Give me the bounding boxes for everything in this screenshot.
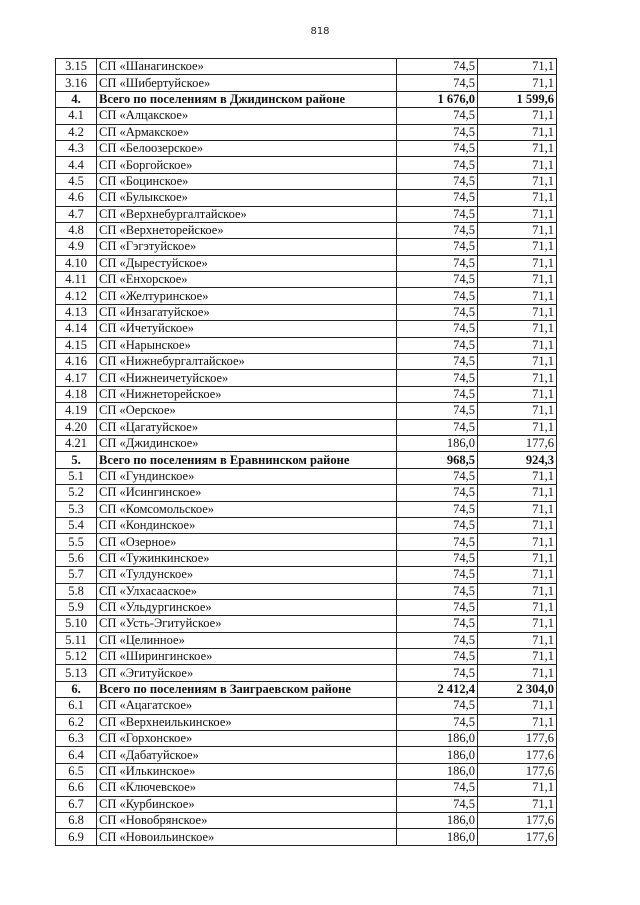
value-2-cell: 71,1	[478, 485, 557, 501]
settlement-name-cell: СП «Комсомольское»	[97, 501, 397, 517]
value-1-cell: 74,5	[397, 419, 478, 435]
value-2-cell: 71,1	[478, 714, 557, 730]
table-row-total	[56, 452, 557, 468]
value-2-cell: 71,1	[478, 517, 557, 533]
table-row	[56, 829, 557, 845]
settlement-name-cell: СП «Оерское»	[97, 403, 397, 419]
row-number-cell: 4.12	[56, 288, 97, 304]
table-row	[56, 222, 557, 238]
table-row	[56, 714, 557, 730]
value-2-cell: 71,1	[478, 304, 557, 320]
table-row	[56, 59, 557, 75]
row-number-cell: 5.12	[56, 649, 97, 665]
row-number-cell: 5.10	[56, 616, 97, 632]
settlement-name-cell: СП «Нарынское»	[97, 337, 397, 353]
table-row	[56, 419, 557, 435]
value-1-cell: 186,0	[397, 747, 478, 763]
value-1-cell: 74,5	[397, 649, 478, 665]
settlement-name-cell: СП «Алцакское»	[97, 108, 397, 124]
row-number-cell: 5.8	[56, 583, 97, 599]
settlement-name-cell: СП «Нижнебургалтайское»	[97, 354, 397, 370]
row-number-cell: 5.11	[56, 632, 97, 648]
table-row	[56, 321, 557, 337]
row-number-cell: 4.1	[56, 108, 97, 124]
value-2-cell: 71,1	[478, 616, 557, 632]
settlement-name-cell: Всего по поселениям в Заиграевском районе	[97, 681, 397, 697]
value-1-cell: 74,5	[397, 255, 478, 271]
value-2-cell: 71,1	[478, 255, 557, 271]
value-1-cell: 74,5	[397, 321, 478, 337]
settlement-name-cell: СП «Ширингинское»	[97, 649, 397, 665]
table-row	[56, 206, 557, 222]
value-2-cell: 71,1	[478, 780, 557, 796]
value-2-cell: 71,1	[478, 632, 557, 648]
row-number-cell: 4.3	[56, 140, 97, 156]
table-row	[56, 763, 557, 779]
value-1-cell: 1 676,0	[397, 91, 478, 107]
value-2-cell: 177,6	[478, 763, 557, 779]
row-number-cell: 5.7	[56, 567, 97, 583]
value-2-cell: 71,1	[478, 140, 557, 156]
row-number-cell: 4.5	[56, 173, 97, 189]
value-1-cell: 74,5	[397, 190, 478, 206]
table-row	[56, 731, 557, 747]
row-number-cell: 4.17	[56, 370, 97, 386]
settlement-name-cell: СП «Новобрянское»	[97, 812, 397, 828]
value-1-cell: 74,5	[397, 796, 478, 812]
table-row	[56, 304, 557, 320]
row-number-cell: 4.10	[56, 255, 97, 271]
row-number-cell: 4.20	[56, 419, 97, 435]
row-number-cell: 4.9	[56, 239, 97, 255]
value-2-cell: 71,1	[478, 567, 557, 583]
row-number-cell: 5.	[56, 452, 97, 468]
settlement-name-cell: СП «Джидинское»	[97, 435, 397, 451]
row-number-cell: 4.16	[56, 354, 97, 370]
value-1-cell: 74,5	[397, 272, 478, 288]
settlement-name-cell: СП «Тужинкинское»	[97, 550, 397, 566]
row-number-cell: 6.4	[56, 747, 97, 763]
value-1-cell: 74,5	[397, 222, 478, 238]
value-2-cell: 177,6	[478, 829, 557, 845]
settlement-name-cell: СП «Эгитуйское»	[97, 665, 397, 681]
table-row	[56, 747, 557, 763]
value-1-cell: 968,5	[397, 452, 478, 468]
row-number-cell: 4.19	[56, 403, 97, 419]
settlement-name-cell: СП «Ацагатское»	[97, 698, 397, 714]
settlement-name-cell: СП «Булыкское»	[97, 190, 397, 206]
value-2-cell: 71,1	[478, 157, 557, 173]
table-row	[56, 370, 557, 386]
table-row	[56, 812, 557, 828]
table-row	[56, 501, 557, 517]
value-2-cell: 71,1	[478, 550, 557, 566]
value-1-cell: 186,0	[397, 731, 478, 747]
settlement-name-cell: СП «Ичетуйское»	[97, 321, 397, 337]
value-1-cell: 74,5	[397, 583, 478, 599]
value-1-cell: 74,5	[397, 501, 478, 517]
value-1-cell: 74,5	[397, 370, 478, 386]
settlement-name-cell: СП «Боцинское»	[97, 173, 397, 189]
value-1-cell: 74,5	[397, 714, 478, 730]
value-2-cell: 177,6	[478, 747, 557, 763]
table-row-total	[56, 681, 557, 697]
table-row	[56, 780, 557, 796]
value-1-cell: 74,5	[397, 157, 478, 173]
row-number-cell: 5.2	[56, 485, 97, 501]
table-row	[56, 567, 557, 583]
value-2-cell: 71,1	[478, 796, 557, 812]
row-number-cell: 5.4	[56, 517, 97, 533]
row-number-cell: 4.18	[56, 386, 97, 402]
value-2-cell: 71,1	[478, 59, 557, 75]
value-2-cell: 71,1	[478, 108, 557, 124]
row-number-cell: 4.8	[56, 222, 97, 238]
value-2-cell: 71,1	[478, 501, 557, 517]
table-row	[56, 124, 557, 140]
table-row	[56, 649, 557, 665]
value-2-cell: 71,1	[478, 698, 557, 714]
table-row	[56, 435, 557, 451]
row-number-cell: 6.2	[56, 714, 97, 730]
value-1-cell: 74,5	[397, 780, 478, 796]
table-row	[56, 403, 557, 419]
settlement-name-cell: СП «Дырестуйское»	[97, 255, 397, 271]
row-number-cell: 4.6	[56, 190, 97, 206]
settlement-name-cell: СП «Усть-Эгитуйское»	[97, 616, 397, 632]
row-number-cell: 4.14	[56, 321, 97, 337]
row-number-cell: 6.5	[56, 763, 97, 779]
settlement-name-cell: СП «Верхнеилькинское»	[97, 714, 397, 730]
value-2-cell: 71,1	[478, 419, 557, 435]
value-1-cell: 74,5	[397, 468, 478, 484]
row-number-cell: 4.11	[56, 272, 97, 288]
table-row	[56, 796, 557, 812]
row-number-cell: 6.3	[56, 731, 97, 747]
settlement-name-cell: СП «Армакское»	[97, 124, 397, 140]
row-number-cell: 4.21	[56, 435, 97, 451]
row-number-cell: 5.9	[56, 599, 97, 615]
value-1-cell: 74,5	[397, 108, 478, 124]
settlement-name-cell: СП «Ключевское»	[97, 780, 397, 796]
table-row	[56, 337, 557, 353]
settlement-name-cell: СП «Ульдургинское»	[97, 599, 397, 615]
table-row	[56, 665, 557, 681]
value-2-cell: 71,1	[478, 354, 557, 370]
settlement-name-cell: СП «Енхорское»	[97, 272, 397, 288]
value-2-cell: 71,1	[478, 239, 557, 255]
settlement-name-cell: СП «Цагатуйское»	[97, 419, 397, 435]
page-number: 818	[310, 26, 330, 37]
table-row	[56, 288, 557, 304]
settlement-name-cell: СП «Боргойское»	[97, 157, 397, 173]
table-row	[56, 550, 557, 566]
row-number-cell: 4.4	[56, 157, 97, 173]
settlement-name-cell: Всего по поселениям в Джидинском районе	[97, 91, 397, 107]
settlement-name-cell: Всего по поселениям в Еравнинском районе	[97, 452, 397, 468]
value-2-cell: 71,1	[478, 173, 557, 189]
value-2-cell: 177,6	[478, 731, 557, 747]
value-2-cell: 71,1	[478, 534, 557, 550]
settlement-name-cell: СП «Нижнеичетуйское»	[97, 370, 397, 386]
table-row	[56, 140, 557, 156]
table-row	[56, 632, 557, 648]
settlement-name-cell: СП «Шанагинское»	[97, 59, 397, 75]
table-row	[56, 173, 557, 189]
table-row	[56, 698, 557, 714]
row-number-cell: 4.7	[56, 206, 97, 222]
settlement-name-cell: СП «Озерное»	[97, 534, 397, 550]
value-1-cell: 74,5	[397, 517, 478, 533]
table-row	[56, 157, 557, 173]
value-1-cell: 186,0	[397, 829, 478, 845]
row-number-cell: 6.8	[56, 812, 97, 828]
settlement-name-cell: СП «Исингинское»	[97, 485, 397, 501]
value-2-cell: 71,1	[478, 288, 557, 304]
value-2-cell: 71,1	[478, 386, 557, 402]
value-1-cell: 74,5	[397, 354, 478, 370]
value-1-cell: 74,5	[397, 632, 478, 648]
settlement-name-cell: СП «Инзагатуйское»	[97, 304, 397, 320]
row-number-cell: 4.13	[56, 304, 97, 320]
row-number-cell: 6.6	[56, 780, 97, 796]
row-number-cell: 4.	[56, 91, 97, 107]
row-number-cell: 5.6	[56, 550, 97, 566]
settlement-name-cell: СП «Шибертуйское»	[97, 75, 397, 91]
value-2-cell: 924,3	[478, 452, 557, 468]
table-row	[56, 517, 557, 533]
settlement-name-cell: СП «Верхнебургалтайское»	[97, 206, 397, 222]
value-2-cell: 71,1	[478, 599, 557, 615]
table-row	[56, 485, 557, 501]
row-number-cell: 3.16	[56, 75, 97, 91]
table-row	[56, 599, 557, 615]
row-number-cell: 6.9	[56, 829, 97, 845]
row-number-cell: 6.1	[56, 698, 97, 714]
row-number-cell: 5.3	[56, 501, 97, 517]
settlement-name-cell: СП «Илькинское»	[97, 763, 397, 779]
value-2-cell: 71,1	[478, 272, 557, 288]
settlement-name-cell: СП «Кондинское»	[97, 517, 397, 533]
value-2-cell: 71,1	[478, 190, 557, 206]
value-1-cell: 74,5	[397, 288, 478, 304]
table-row	[56, 583, 557, 599]
table-row	[56, 616, 557, 632]
value-2-cell: 71,1	[478, 665, 557, 681]
value-1-cell: 74,5	[397, 140, 478, 156]
value-1-cell: 186,0	[397, 763, 478, 779]
settlement-name-cell: СП «Новоильинское»	[97, 829, 397, 845]
value-1-cell: 74,5	[397, 665, 478, 681]
settlement-name-cell: СП «Тулдунское»	[97, 567, 397, 583]
value-2-cell: 71,1	[478, 206, 557, 222]
table-row	[56, 255, 557, 271]
row-number-cell: 6.7	[56, 796, 97, 812]
value-2-cell: 71,1	[478, 321, 557, 337]
value-1-cell: 74,5	[397, 75, 478, 91]
table-row	[56, 468, 557, 484]
row-number-cell: 5.1	[56, 468, 97, 484]
settlement-name-cell: СП «Улхасаaское»	[97, 583, 397, 599]
settlement-name-cell: СП «Нижнеторейское»	[97, 386, 397, 402]
settlement-name-cell: СП «Желтуринское»	[97, 288, 397, 304]
value-1-cell: 74,5	[397, 124, 478, 140]
value-1-cell: 74,5	[397, 403, 478, 419]
table-row	[56, 108, 557, 124]
value-1-cell: 74,5	[397, 386, 478, 402]
settlement-name-cell: СП «Гэгэтуйское»	[97, 239, 397, 255]
table-row	[56, 534, 557, 550]
value-1-cell: 186,0	[397, 812, 478, 828]
settlement-name-cell: СП «Горхонское»	[97, 731, 397, 747]
row-number-cell: 4.2	[56, 124, 97, 140]
value-2-cell: 71,1	[478, 337, 557, 353]
row-number-cell: 5.5	[56, 534, 97, 550]
table-row	[56, 239, 557, 255]
value-1-cell: 2 412,4	[397, 681, 478, 697]
value-1-cell: 74,5	[397, 206, 478, 222]
value-1-cell: 74,5	[397, 173, 478, 189]
table-row	[56, 272, 557, 288]
value-2-cell: 177,6	[478, 812, 557, 828]
table-row	[56, 354, 557, 370]
value-2-cell: 1 599,6	[478, 91, 557, 107]
value-2-cell: 177,6	[478, 435, 557, 451]
value-2-cell: 2 304,0	[478, 681, 557, 697]
settlement-name-cell: СП «Верхнеторейское»	[97, 222, 397, 238]
value-1-cell: 74,5	[397, 485, 478, 501]
settlements-budget-table	[55, 58, 557, 846]
value-1-cell: 74,5	[397, 59, 478, 75]
table-row	[56, 75, 557, 91]
value-2-cell: 71,1	[478, 75, 557, 91]
row-number-cell: 3.15	[56, 59, 97, 75]
settlement-name-cell: СП «Целинное»	[97, 632, 397, 648]
value-1-cell: 74,5	[397, 534, 478, 550]
value-2-cell: 71,1	[478, 583, 557, 599]
row-number-cell: 4.15	[56, 337, 97, 353]
value-1-cell: 74,5	[397, 550, 478, 566]
value-1-cell: 186,0	[397, 435, 478, 451]
value-1-cell: 74,5	[397, 616, 478, 632]
settlement-name-cell: СП «Гундинское»	[97, 468, 397, 484]
table-row	[56, 386, 557, 402]
value-1-cell: 74,5	[397, 304, 478, 320]
value-2-cell: 71,1	[478, 124, 557, 140]
settlement-name-cell: СП «Дабатуйское»	[97, 747, 397, 763]
value-1-cell: 74,5	[397, 567, 478, 583]
value-1-cell: 74,5	[397, 599, 478, 615]
row-number-cell: 6.	[56, 681, 97, 697]
table-body	[56, 59, 557, 846]
row-number-cell: 5.13	[56, 665, 97, 681]
value-1-cell: 74,5	[397, 698, 478, 714]
settlement-name-cell: СП «Курбинское»	[97, 796, 397, 812]
table-row	[56, 190, 557, 206]
value-2-cell: 71,1	[478, 370, 557, 386]
settlement-name-cell: СП «Белоозерское»	[97, 140, 397, 156]
value-1-cell: 74,5	[397, 239, 478, 255]
value-2-cell: 71,1	[478, 649, 557, 665]
value-2-cell: 71,1	[478, 403, 557, 419]
value-1-cell: 74,5	[397, 337, 478, 353]
value-2-cell: 71,1	[478, 468, 557, 484]
value-2-cell: 71,1	[478, 222, 557, 238]
table-row-total	[56, 91, 557, 107]
